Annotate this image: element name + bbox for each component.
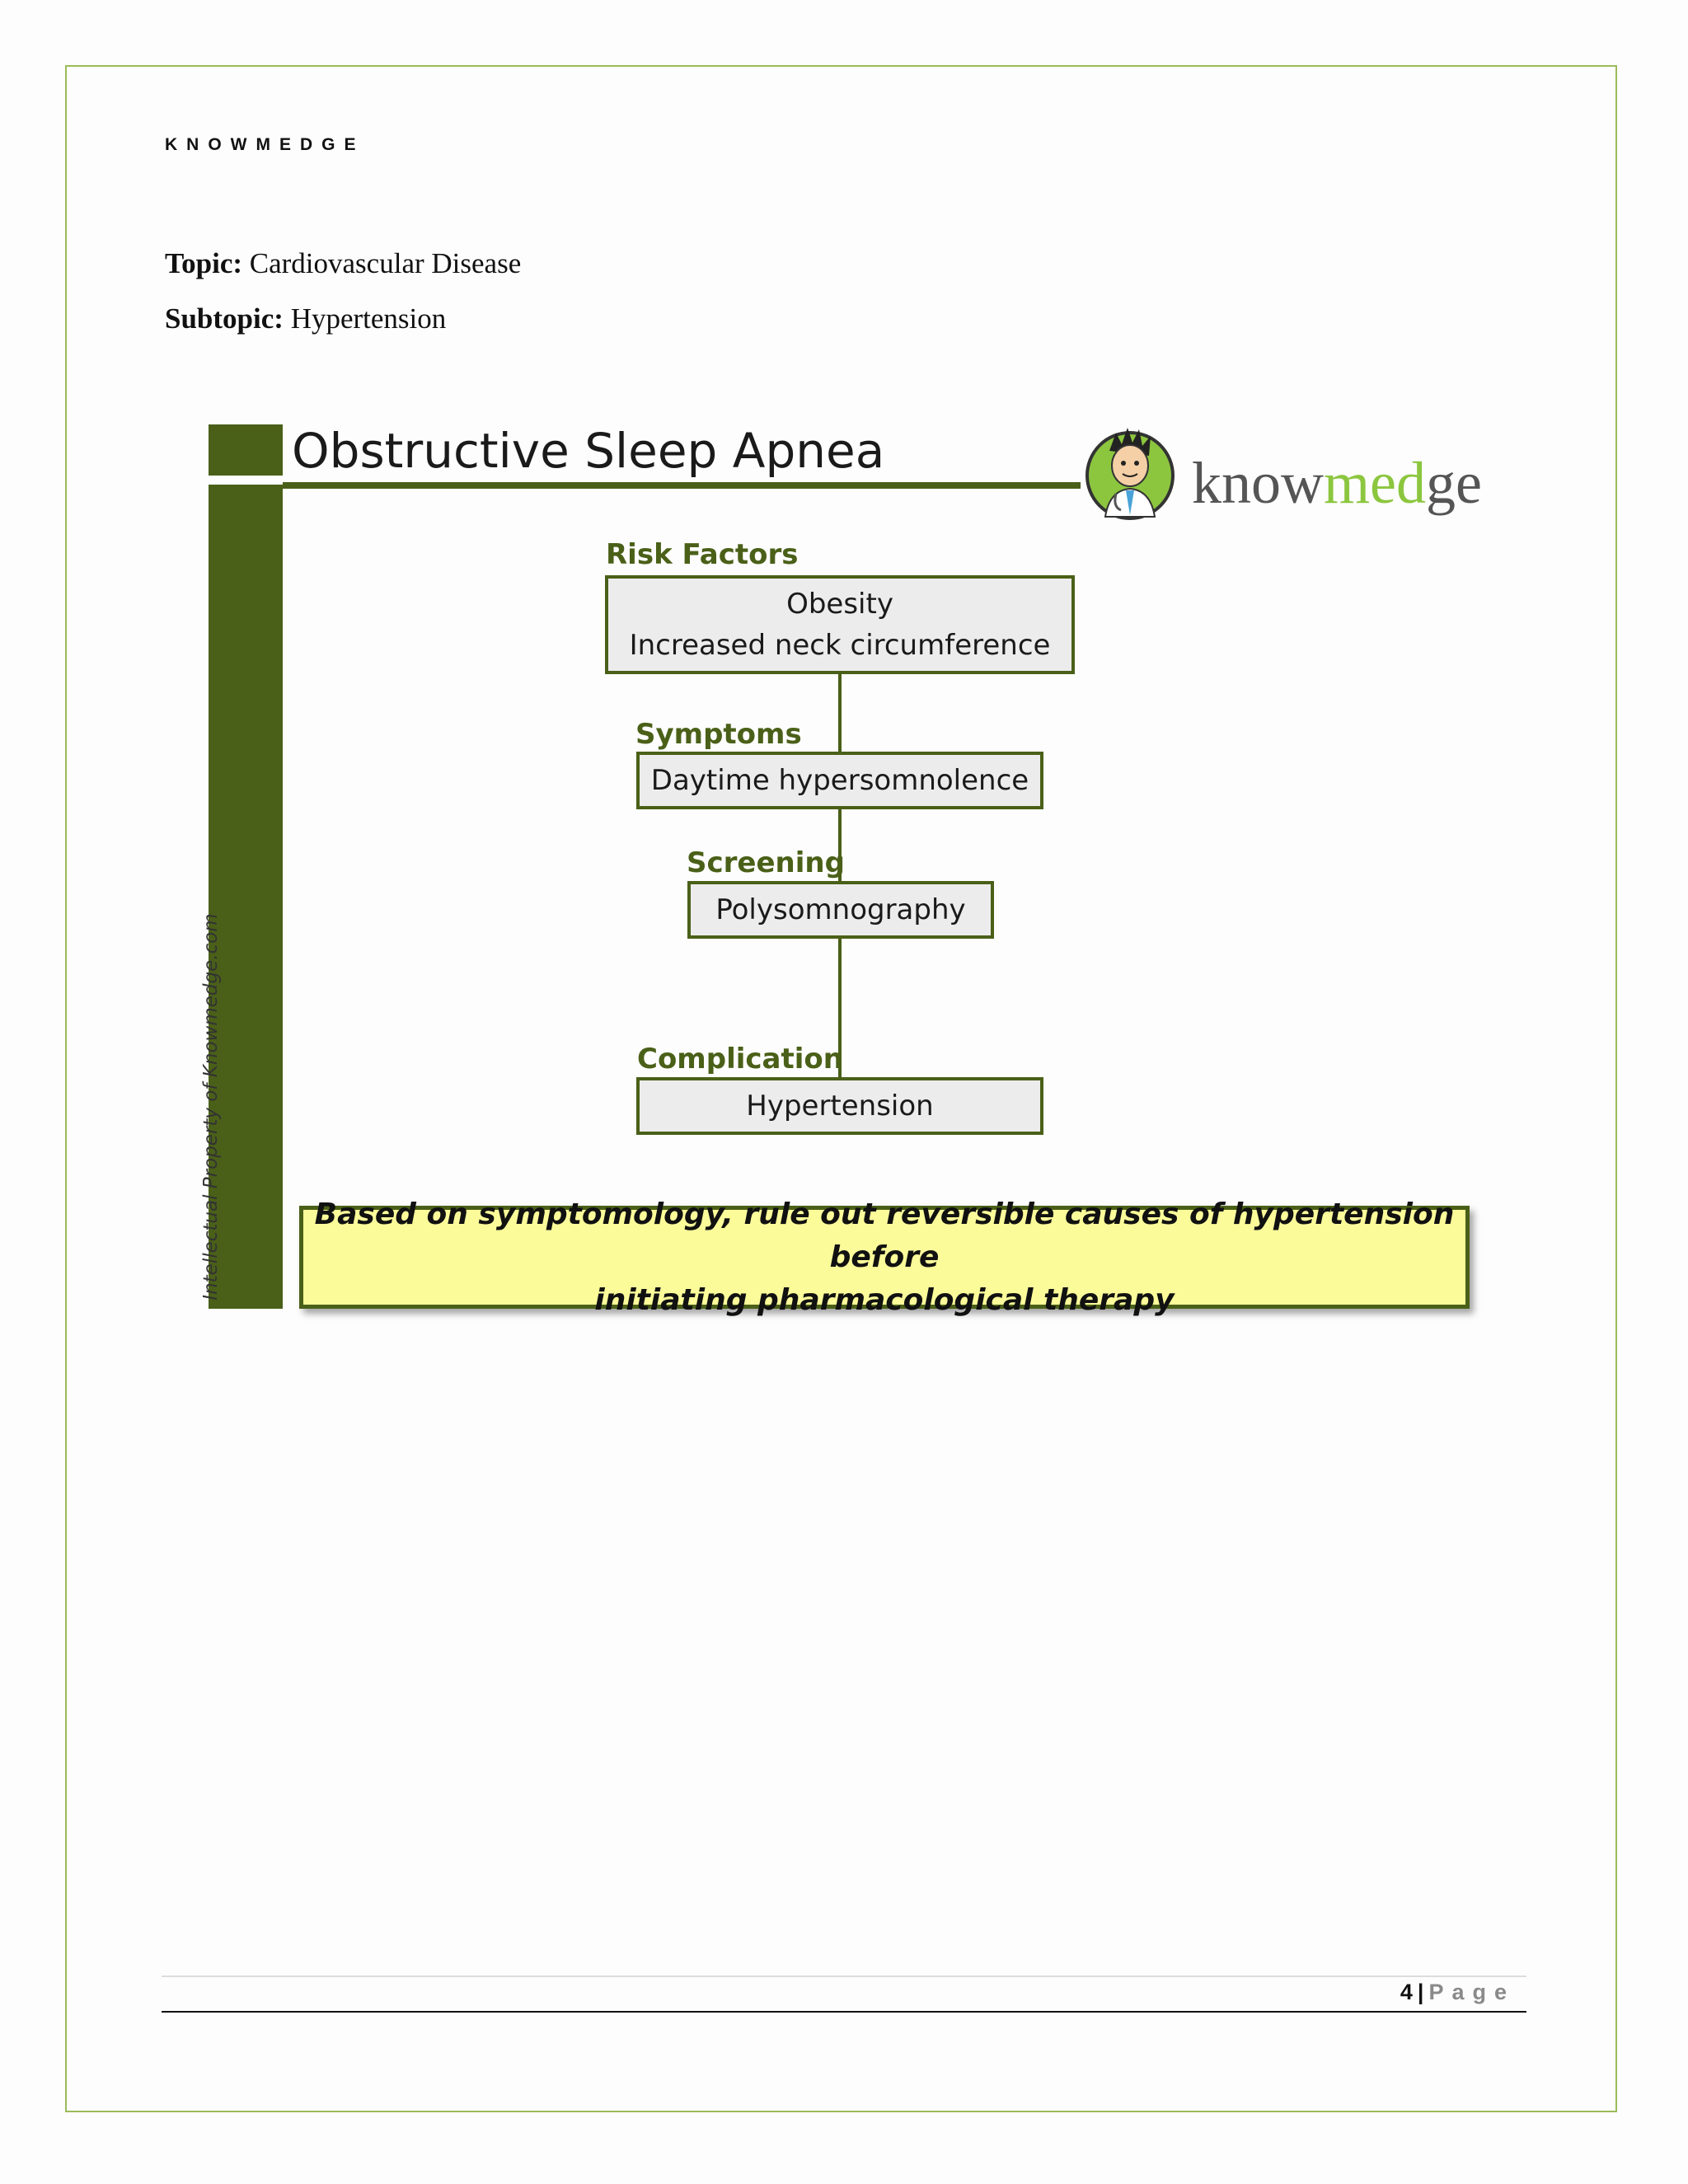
note-callout	[299, 1197, 1470, 1317]
flow-box-symptoms	[636, 752, 1043, 809]
page-word: Page	[1428, 1980, 1515, 2004]
topic-line	[165, 247, 521, 280]
note-line-2: initiating pharmacological therapy	[594, 1282, 1175, 1317]
side-watermark-text: Intellectual Property of Knowmedge.com	[200, 913, 222, 1301]
topic-label: Topic:	[165, 247, 243, 279]
flow-box-line: Increased neck circumference	[629, 629, 1051, 662]
flow-box-line: Polysomnography	[715, 893, 966, 926]
flow-box-line: Daytime hypersomnolence	[650, 764, 1029, 797]
topic-value: Cardiovascular Disease	[249, 247, 522, 279]
flow-box-line: Hypertension	[746, 1090, 934, 1122]
footer-rule-light	[162, 1975, 1526, 1977]
infographic	[186, 408, 1480, 1319]
logo-part-ge: ge	[1425, 450, 1482, 516]
flow-label-screening: Screening	[687, 846, 845, 879]
note-line-1: Based on symptomology, rule out reversible causes of hypertension before	[314, 1197, 1455, 1274]
logo-part-med: med	[1324, 450, 1426, 516]
doctor-mascot-icon	[1085, 418, 1175, 525]
flow-label-risk-factors: Risk Factors	[606, 538, 799, 571]
flow-label-complication: Complication	[637, 1043, 843, 1076]
page-number-value: 4	[1400, 1980, 1413, 2004]
page-number-separator: |	[1417, 1980, 1424, 2004]
subtopic-label: Subtopic:	[165, 302, 284, 335]
title-accent-block	[209, 424, 283, 476]
flow-connector	[838, 674, 842, 752]
flow-box-line: Obesity	[786, 588, 893, 621]
flow-box-screening	[687, 881, 994, 939]
page-number	[1400, 1980, 1515, 2005]
footer-rule	[162, 2011, 1526, 2013]
flow-box-risk-factors	[605, 575, 1075, 674]
flow-label-symptoms: Symptoms	[635, 718, 802, 751]
figure-title: Obstructive Sleep Apnea	[292, 423, 885, 479]
logo-wordmark	[1192, 449, 1482, 518]
flow-box-complication	[636, 1077, 1043, 1135]
title-rule	[283, 482, 1081, 489]
subtopic-value: Hypertension	[290, 302, 447, 335]
subtopic-line	[165, 302, 446, 335]
logo-part-know: know	[1192, 450, 1324, 516]
header-brand: KNOWMEDGE	[165, 135, 365, 154]
